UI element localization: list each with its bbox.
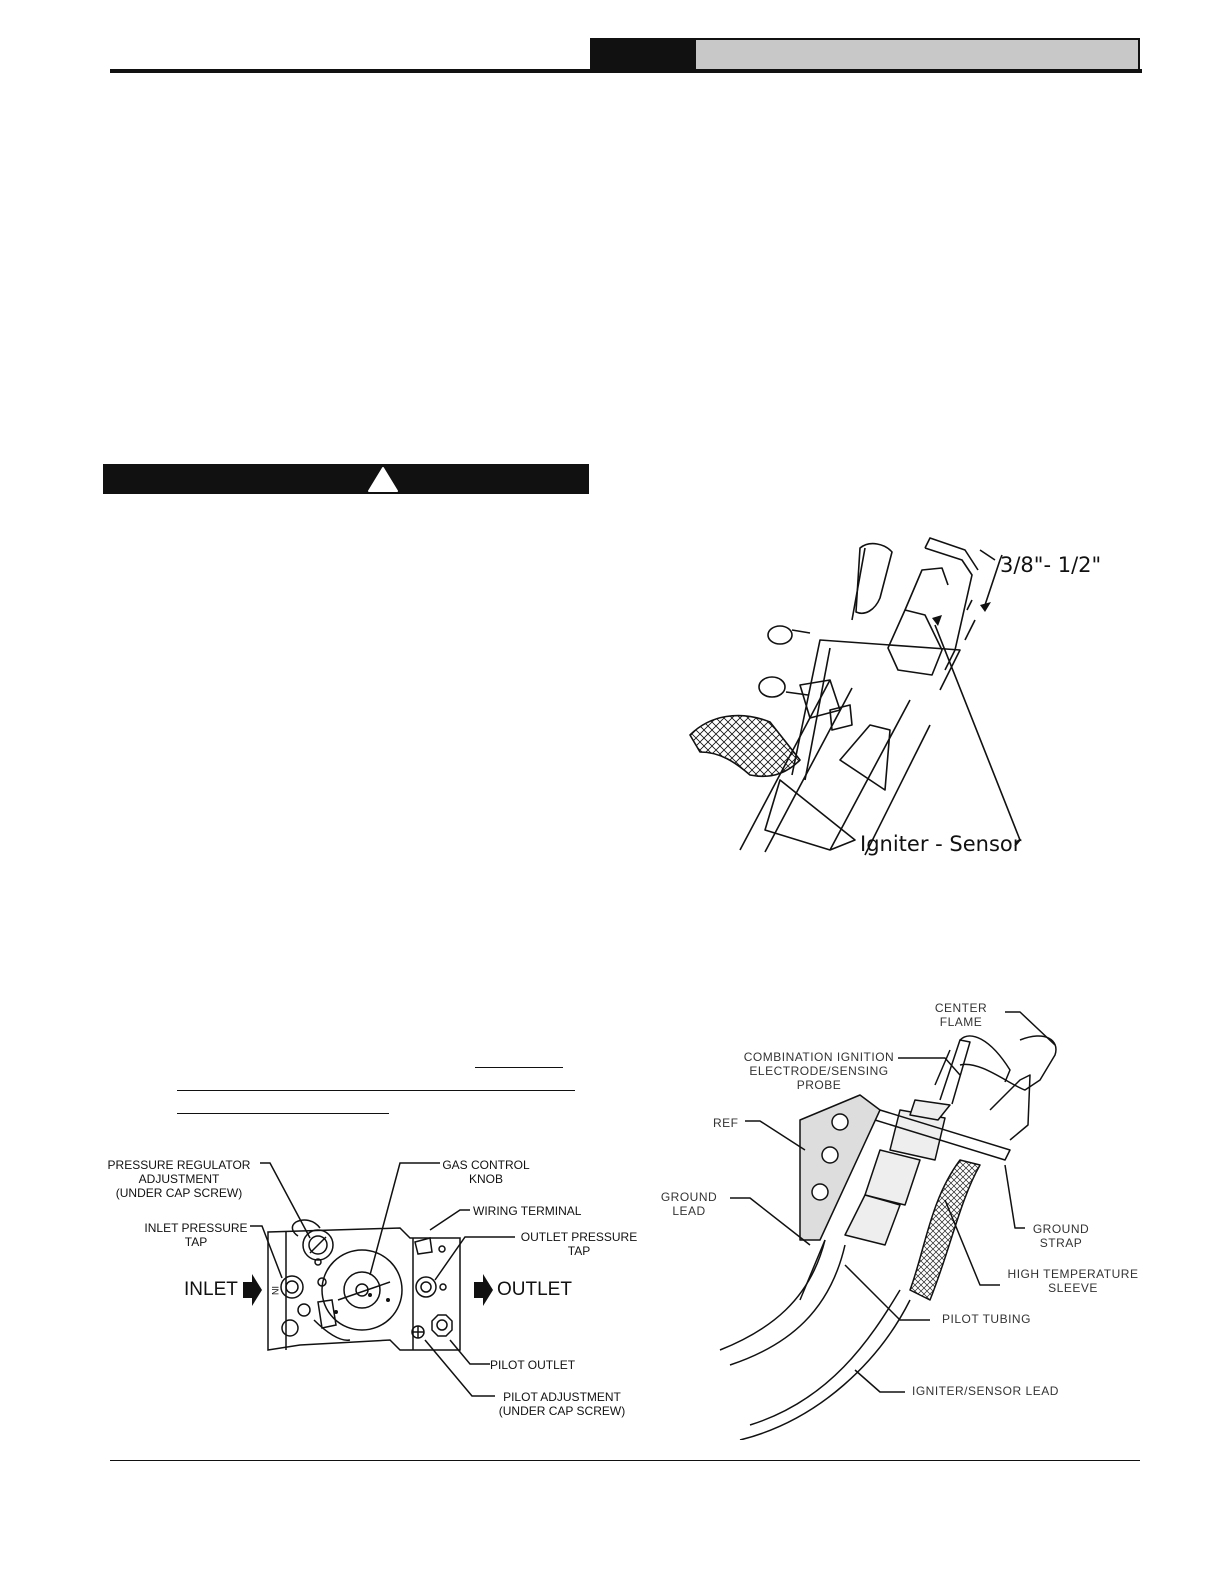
high-temp-line1: HIGH TEMPERATURE	[1007, 1267, 1139, 1281]
underline-1	[475, 1067, 563, 1068]
pilot-tubing-label: PILOT TUBING	[942, 1312, 1031, 1326]
center-flame-line2: FLAME	[939, 1015, 983, 1029]
pilot-adjustment-line2: (UNDER CAP SCREW)	[498, 1404, 626, 1418]
ground-lead-label	[655, 1190, 723, 1218]
warning-banner	[103, 464, 589, 494]
pressure-regulator-line1: PRESSURE REGULATOR	[107, 1158, 251, 1172]
combination-line3: PROBE	[796, 1078, 842, 1092]
combination-electrode-label	[730, 1050, 908, 1092]
igniter-sensor-lead-label: IGNITER/SENSOR LEAD	[912, 1384, 1059, 1398]
high-temperature-sleeve-label	[1000, 1267, 1146, 1295]
inlet-pressure-tap-label	[140, 1221, 252, 1249]
pressure-regulator-line3: (UNDER CAP SCREW)	[115, 1186, 243, 1200]
ref-label: REF	[713, 1116, 739, 1130]
footer-rule	[110, 1460, 1140, 1461]
high-temp-line2: SLEEVE	[1048, 1281, 1098, 1295]
gas-control-line2: KNOB	[468, 1172, 503, 1186]
gap-dimension-label: 3/8"- 1/2"	[1000, 553, 1102, 577]
gas-control-line1: GAS CONTROL	[442, 1158, 530, 1172]
underline-2	[177, 1090, 575, 1091]
ground-strap-label	[1026, 1222, 1096, 1250]
ground-strap-line1: GROUND	[1032, 1222, 1090, 1236]
pilot-outlet-label: PILOT OUTLET	[490, 1358, 576, 1372]
outlet-label: OUTLET	[497, 1279, 572, 1300]
pilot-adjustment-line1: PILOT ADJUSTMENT	[503, 1390, 621, 1404]
outlet-pressure-line2: TAP	[567, 1244, 591, 1258]
inlet-pressure-line1: INLET PRESSURE	[144, 1221, 248, 1235]
combination-line1: COMBINATION IGNITION	[743, 1050, 895, 1064]
center-flame-label	[928, 1001, 994, 1029]
igniter-sensor-label: Igniter - Sensor	[860, 832, 1022, 856]
underline-3	[177, 1113, 389, 1114]
ground-strap-line2: STRAP	[1039, 1236, 1083, 1250]
wiring-terminal-label: WIRING TERMINAL	[473, 1204, 582, 1218]
outlet-pressure-tap-label	[517, 1230, 641, 1258]
warning-triangle-icon	[366, 465, 400, 493]
ground-lead-line2: LEAD	[672, 1204, 706, 1218]
inlet-label: INLET	[184, 1279, 238, 1300]
igniter-gap-diagram	[680, 530, 1140, 860]
svg-text:IN: IN	[270, 1286, 280, 1295]
pressure-regulator-line2: ADJUSTMENT	[138, 1172, 220, 1186]
header-section-tab	[590, 38, 696, 71]
outlet-pressure-line1: OUTLET PRESSURE	[520, 1230, 638, 1244]
inlet-pressure-line2: TAP	[184, 1235, 208, 1249]
ground-lead-line1: GROUND	[660, 1190, 718, 1204]
gas-control-knob-label	[438, 1158, 534, 1186]
pilot-adjustment-label	[492, 1390, 632, 1418]
center-flame-line1: CENTER	[934, 1001, 988, 1015]
pressure-regulator-label	[104, 1158, 254, 1200]
header-title-bar	[696, 38, 1140, 71]
combination-line2: ELECTRODE/SENSING	[749, 1064, 889, 1078]
